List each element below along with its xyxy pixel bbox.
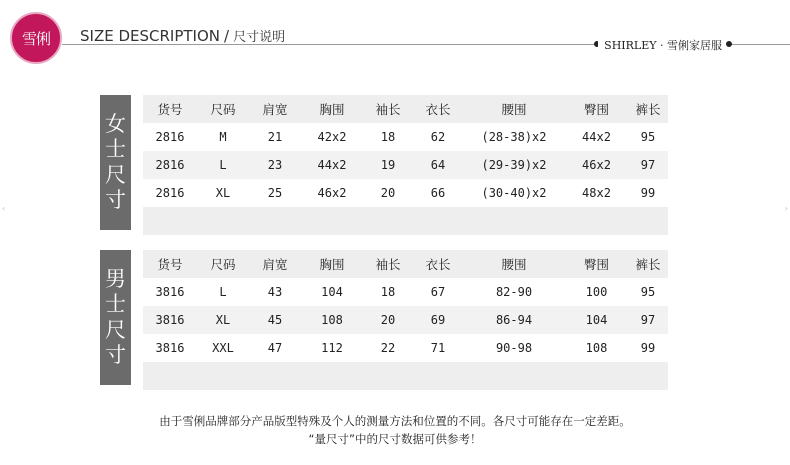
- brand-name: SHIRLEY · 雪俐家居服: [598, 37, 728, 53]
- table-row: [143, 334, 668, 362]
- header-cell: 肩宽: [262, 102, 288, 117]
- table-cell: 22: [380, 341, 396, 355]
- label-char: 尺: [105, 162, 126, 187]
- table-cell: 3816: [155, 285, 185, 299]
- table-cell: 2816: [155, 186, 185, 200]
- table-cell: L: [219, 285, 227, 299]
- table-cell: 99: [640, 186, 656, 200]
- table-row: [143, 179, 668, 207]
- reference-note: “量尺寸”中的尺寸数据可供参考！: [308, 432, 482, 446]
- table-cell: 46x2: [582, 158, 611, 172]
- disclaimer-note: 由于雪俐品牌部分产品版型特殊及个人的测量方法和位置的不同。各尺寸可能存在一定差距。: [159, 414, 631, 428]
- table-cell: 108: [321, 313, 343, 327]
- header-cell: 尺码: [210, 257, 236, 272]
- table-cell: 67: [430, 285, 446, 299]
- label-char: 士: [105, 137, 126, 162]
- table-row: [143, 278, 668, 306]
- table-cell: 95: [640, 285, 656, 299]
- header-cell: 尺码: [210, 102, 236, 117]
- table-cell: 44x2: [582, 130, 611, 144]
- table-cell: 20: [380, 313, 396, 327]
- label-char: 士: [105, 292, 126, 317]
- title-english: SIZE DESCRIPTION: [80, 27, 220, 45]
- table-cell: 25: [267, 186, 283, 200]
- label-char: 寸: [105, 342, 126, 367]
- table-cell: 20: [380, 186, 396, 200]
- header-cell: 货号: [157, 257, 183, 272]
- table-cell: 43: [267, 285, 283, 299]
- left-edge-mark: ‹: [2, 204, 6, 213]
- table-cell: 19: [380, 158, 396, 172]
- header-cell: 袖长: [375, 102, 401, 117]
- women-size-label: [100, 95, 131, 230]
- table-cell: 104: [321, 285, 343, 299]
- men-size-table: [143, 250, 668, 390]
- label-char: 尺: [105, 317, 126, 342]
- table-cell: 48x2: [582, 186, 611, 200]
- table-cell: 45: [267, 313, 283, 327]
- table-cell: 3816: [155, 341, 185, 355]
- logo-text: 雪俐: [21, 29, 50, 48]
- table-cell: XL: [215, 313, 231, 327]
- table-row-empty: [143, 207, 668, 235]
- table-cell: 90-98: [495, 341, 533, 355]
- table-cell: 23: [267, 158, 283, 172]
- table-row: [143, 151, 668, 179]
- header-cell: 肩宽: [262, 257, 288, 272]
- header-cell: 裤长: [635, 102, 661, 117]
- label-char: 寸: [105, 187, 126, 212]
- header-cell: 胸围: [319, 257, 345, 272]
- table-cell: 44x2: [317, 158, 347, 172]
- table-cell: 47: [267, 341, 283, 355]
- men-size-label: [100, 250, 131, 385]
- table-cell: 108: [585, 341, 608, 355]
- table-cell: (29-39)x2: [481, 158, 547, 172]
- header-cell: 胸围: [319, 102, 345, 117]
- women-size-table: [143, 95, 668, 235]
- table-cell: 95: [640, 130, 656, 144]
- header-cell: 货号: [157, 102, 183, 117]
- title-chinese: 尺寸说明: [233, 30, 286, 45]
- header-cell: 袖长: [375, 257, 401, 272]
- table-cell: 97: [640, 313, 656, 327]
- header-cell: 衣长: [425, 257, 451, 272]
- table-cell: 82-90: [495, 285, 533, 299]
- table-cell: 2816: [155, 158, 185, 172]
- table-cell: 99: [640, 341, 656, 355]
- table-cell: 2816: [155, 130, 185, 144]
- table-cell: 86-94: [495, 313, 533, 327]
- table-cell: 104: [585, 313, 608, 327]
- table-cell: 18: [380, 130, 396, 144]
- table-row-empty: [143, 362, 668, 390]
- header-cell: 裤长: [635, 257, 661, 272]
- table-cell: 112: [321, 341, 343, 355]
- table-cell: 3816: [155, 313, 185, 327]
- table-cell: (30-40)x2: [481, 186, 547, 200]
- header-cell: 衣长: [425, 102, 451, 117]
- table-cell: L: [219, 158, 227, 172]
- right-edge-mark: ›: [784, 204, 788, 213]
- table-cell: XL: [215, 186, 231, 200]
- table-cell: 69: [430, 313, 446, 327]
- table-cell: M: [219, 130, 227, 144]
- header-cell: 臀围: [583, 102, 609, 117]
- title-separator: /: [224, 27, 230, 45]
- table-cell: 100: [585, 285, 608, 299]
- table-cell: 71: [430, 341, 446, 355]
- header-cell: 腰围: [501, 257, 527, 272]
- table-cell: 64: [430, 158, 446, 172]
- header-cell: 臀围: [583, 257, 609, 272]
- brand-dot-right: [726, 41, 732, 47]
- table-header-row: [143, 250, 668, 278]
- table-header-row: [143, 95, 668, 123]
- page-title: [80, 26, 285, 45]
- table-cell: 97: [640, 158, 656, 172]
- table-cell: (28-38)x2: [481, 130, 547, 144]
- table-cell: 46x2: [317, 186, 347, 200]
- table-cell: 66: [430, 186, 446, 200]
- label-char: 男: [105, 267, 126, 292]
- table-cell: XXL: [212, 341, 234, 355]
- table-row: [143, 123, 668, 151]
- table-cell: 42x2: [317, 130, 347, 144]
- table-row: [143, 306, 668, 334]
- label-char: 女: [105, 112, 126, 137]
- brand-logo: [10, 12, 62, 64]
- header-cell: 腰围: [501, 102, 527, 117]
- table-cell: 62: [430, 130, 446, 144]
- table-cell: 21: [267, 130, 283, 144]
- table-cell: 18: [380, 285, 396, 299]
